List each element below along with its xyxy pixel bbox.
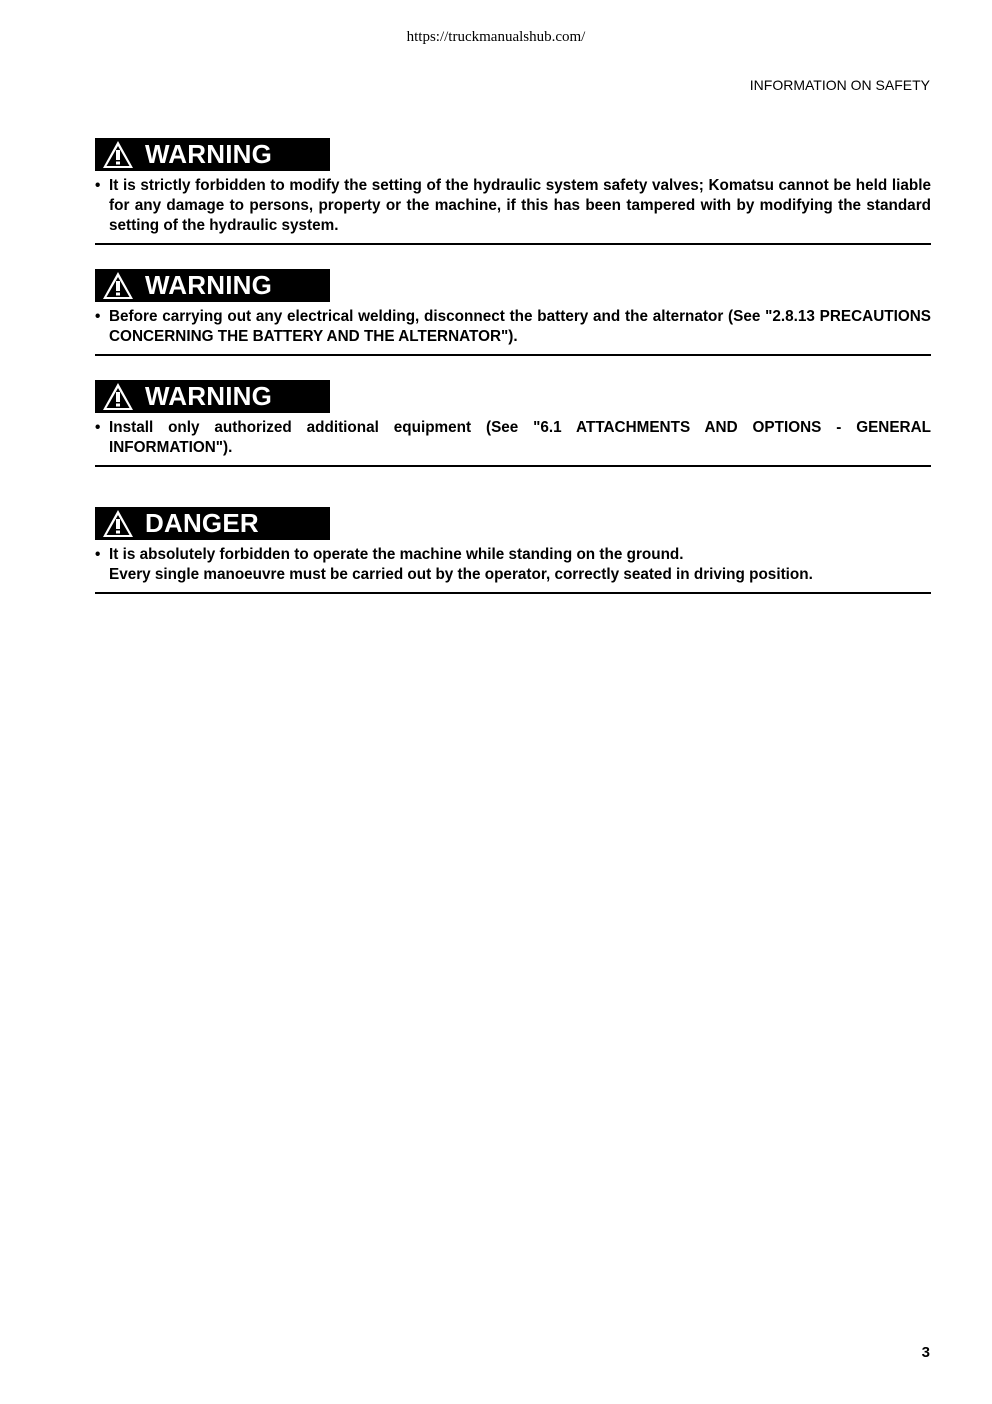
- bullet: •: [95, 308, 101, 325]
- warning-label: [95, 269, 330, 302]
- page-url: https://truckmanualshub.com/: [406, 29, 586, 45]
- notice-message: [95, 176, 931, 236]
- notice-label-text: WARNING: [145, 270, 273, 300]
- notice-text: Install only authorized additional equipment (See "6.1 ATTACHMENTS AND OPTIONS - GENERAL INFORMATION").: [109, 419, 931, 456]
- divider-rule: [95, 465, 931, 467]
- warning-label: [95, 138, 330, 171]
- bullet: •: [95, 419, 101, 436]
- danger-notice: [95, 507, 931, 594]
- warning-label: [95, 380, 330, 413]
- bullet: •: [95, 177, 101, 194]
- notice-label-text: DANGER: [145, 508, 259, 538]
- warning-triangle-icon: [102, 382, 134, 411]
- danger-label: [95, 507, 330, 540]
- notice-text: It is strictly forbidden to modify the setting of the hydraulic system safety valves; Komatsu cannot be held liable for any damage to persons, property or the machine, if this has been tampered with by modifying the standard setting of the hydraulic system.: [109, 177, 931, 234]
- divider-rule: [95, 354, 931, 356]
- notice-text-line-1: It is absolutely forbidden to operate the machine while standing on the ground.: [109, 546, 684, 563]
- warning-notice-1: [95, 138, 931, 245]
- warning-notice-2: [95, 269, 931, 356]
- notice-message: [95, 545, 931, 585]
- bullet: •: [95, 546, 101, 563]
- notice-label-text: WARNING: [145, 139, 273, 169]
- warning-triangle-icon: [102, 140, 134, 169]
- page-number: 3: [921, 1344, 930, 1361]
- warning-triangle-icon: [102, 271, 134, 300]
- notice-label-text: WARNING: [145, 381, 273, 411]
- divider-rule: [95, 243, 931, 245]
- notice-message: [95, 418, 931, 458]
- warning-notice-3: [95, 380, 931, 467]
- notice-text-line-2: Every single manoeuvre must be carried out by the operator, correctly seated in driving position.: [109, 566, 813, 583]
- notice-text: Before carrying out any electrical welding, disconnect the battery and the alternator (See "2.8.13 PRECAUTIONS CONCERNING THE BATTERY AND THE ALTERNATOR").: [109, 308, 931, 345]
- section-title: INFORMATION ON SAFETY: [749, 77, 930, 93]
- warning-triangle-icon: [102, 509, 134, 538]
- divider-rule: [95, 592, 931, 594]
- notice-message: [95, 307, 931, 347]
